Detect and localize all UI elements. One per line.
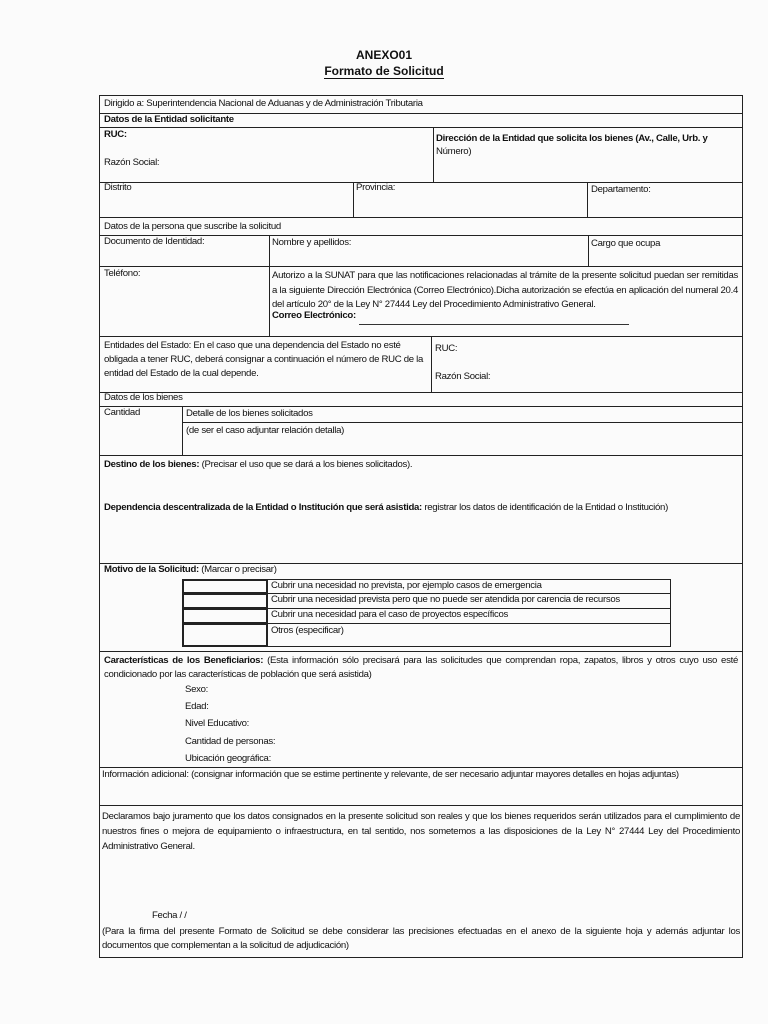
additional-info-label[interactable]: Información adicional: (consignar información que se estime pertinente y relevante, de ser necesario adjuntar mayores detalles en hojas adjuntas) [102,769,679,780]
sworn-statement: Declaramos bajo juramento que los datos consignados en la presente solicitud son reales y que los bienes requeridos serán utilizados para el cumplimiento de nuestros fines o mejora de equipamiento o infraestructura, en tal sentido, nos sometemos a las disposiciones de la Ley N° 27444 Ley del Procedimiento Administrativo General. [102,811,740,852]
id-document-label[interactable]: Documento de Identidad: [104,236,205,247]
state-razon-label[interactable]: Razón Social: [435,371,491,382]
reason-option-other: Otros (especificar) [271,625,344,636]
beneficiaries-text [104,654,738,682]
reason-option-lack-resources: Cubrir una necesidad prevista pero que no puede ser atendida por carencia de recursos [271,594,620,605]
reason-label [104,563,277,577]
person-section-title: Datos de la persona que suscribe la solicitud [104,221,281,232]
addressed-to: Dirigido a: Superintendencia Nacional de Aduanas y de Administración Tributaria [104,98,423,109]
position-label[interactable]: Cargo que ocupa [591,238,661,249]
reason-bold: Motivo de la Solicitud: [104,564,199,575]
destination-label[interactable] [104,458,412,472]
state-ruc-label[interactable]: RUC: [435,343,458,354]
goods-detail-note: (de ser el caso adjuntar relación detalla) [186,425,345,436]
annex-label: ANEXO01 [355,48,413,62]
phone-label[interactable]: Teléfono: [104,268,141,279]
location-label[interactable]: Ubicación geográfica: [185,753,271,764]
signature-note: (Para la firma del presente Formato de Solicitud se debe considerar las precisiones efectuadas en el anexo de la siguiente hoja y además adjuntar los documentos que complementan a la solicitud de adjudicación) [102,926,740,951]
date-label[interactable]: Fecha / / [152,910,187,921]
entity-razon-label[interactable]: Razón Social: [104,157,160,168]
department-label[interactable]: Departamento: [591,184,651,195]
entity-section-title: Datos de la Entidad solicitante [104,114,234,125]
age-label[interactable]: Edad: [185,701,209,712]
entity-address-label[interactable]: Dirección de la Entidad que solicita los bienes (Av., Calle, Urb. y [436,133,708,144]
beneficiaries-bold: Características de los Beneficiarios: [104,655,264,666]
page-title-text: Formato de Solicitud [324,64,444,78]
entity-address-label-rest: Número) [436,146,472,157]
reason-checkbox-lack-resources[interactable] [183,594,267,608]
dependency-label[interactable] [104,501,668,515]
reason-checkbox-emergency[interactable] [183,580,267,593]
email-field-line[interactable] [359,324,629,325]
province-label[interactable]: Provincia: [356,182,396,193]
reason-hint: (Marcar o precisar) [198,564,277,575]
email-authorization-text: Autorizo a la SUNAT para que las notificaciones relacionadas al trámite de la presente solicitud puedan ser remitidas a la siguiente Dirección Electrónica (Correo Electrónico).Dicha autorización se efectúa en aplicación del numeral 20.4 del artículo 20° de la Ley N° 27444 Ley del Procedimiento Administrativo General. [272,270,738,310]
destination-hint: (Precisar el uso que se dará a los bienes solicitados). [199,459,413,470]
state-entities-text: Entidades del Estado: En el caso que una dependencia del Estado no esté obligada a tener RUC, deberá consignar a continuación el número de RUC de la entidad del Estado de la cual depende. [104,340,424,379]
destination-bold: Destino de los bienes: [104,459,200,470]
reason-checkbox-other[interactable] [183,624,267,646]
goods-section-title: Datos de los bienes [104,392,183,403]
full-name-label[interactable]: Nombre y apellidos: [272,237,352,248]
entity-ruc-label[interactable]: RUC: [104,129,127,140]
reason-checkbox-projects[interactable] [183,609,267,623]
sex-label[interactable]: Sexo: [185,684,209,695]
dependency-hint: registrar los datos de identificación de la Entidad o Institución) [421,502,668,513]
email-label[interactable]: Correo Electrónico: [272,310,356,321]
goods-detail-label[interactable]: Detalle de los bienes solicitados [186,408,313,419]
people-count-label[interactable]: Cantidad de personas: [185,736,276,747]
quantity-label[interactable]: Cantidad [104,407,141,418]
district-label[interactable]: Distrito [104,182,132,193]
reason-option-projects: Cubrir una necesidad para el caso de proyectos específicos [271,609,508,620]
reason-option-emergency: Cubrir una necesidad no prevista, por ejemplo casos de emergencia [271,580,542,591]
education-level-label[interactable]: Nivel Educativo: [185,718,249,729]
request-form [99,95,743,958]
beneficiaries-hint: (Esta información sólo precisará para las solicitudes que comprendan ropa, zapatos, libros y otros cuyo uso esté condicionado por las características de población que será asistida) [104,655,738,680]
page-title [0,64,768,78]
dependency-bold: Dependencia descentralizada de la Entidad o Institución que será asistida: [104,502,422,513]
